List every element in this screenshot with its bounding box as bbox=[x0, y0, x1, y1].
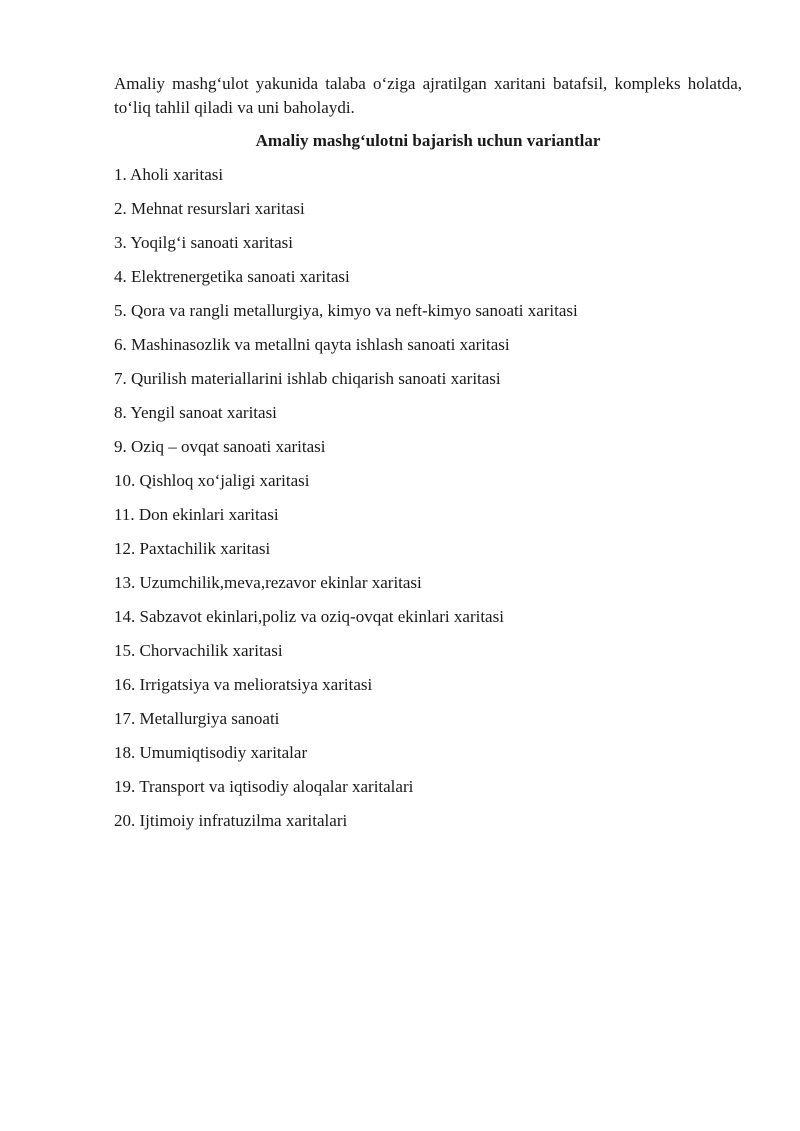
list-item: 1. Aholi xaritasi bbox=[114, 165, 224, 184]
section-heading: Amaliy mashg‘ulotni bajarish uchun variantlar bbox=[255, 131, 601, 150]
list-item: 11. Don ekinlari xaritasi bbox=[114, 505, 279, 524]
list-item: 20. Ijtimoiy infratuzilma xaritalari bbox=[114, 811, 348, 830]
list-item: 18. Umumiqtisodiy xaritalar bbox=[114, 743, 308, 762]
list-item: 10. Qishloq xo‘jaligi xaritasi bbox=[114, 471, 310, 490]
list-item: 8. Yengil sanoat xaritasi bbox=[114, 403, 277, 422]
list-item: 19. Transport va iqtisodiy aloqalar xaritalari bbox=[114, 777, 414, 796]
variant-list bbox=[114, 163, 742, 843]
list-item: 6. Mashinasozlik va metallni qayta ishlash sanoati xaritasi bbox=[114, 335, 510, 354]
list-item: 16. Irrigatsiya va melioratsiya xaritasi bbox=[114, 675, 373, 694]
list-item: 3. Yoqilg‘i sanoati xaritasi bbox=[114, 233, 293, 252]
list-item: 12. Paxtachilik xaritasi bbox=[114, 539, 271, 558]
list-item: 7. Qurilish materiallarini ishlab chiqarish sanoati xaritasi bbox=[114, 369, 501, 388]
intro-paragraph: Amaliy mashg‘ulot yakunida talaba o‘ziga ajratilgan xaritani batafsil, kompleks holatda, to‘liq tahlil qiladi va uni baholaydi. bbox=[114, 74, 742, 117]
list-item: 13. Uzumchilik,meva,rezavor ekinlar xaritasi bbox=[114, 573, 422, 592]
list-item: 5. Qora va rangli metallurgiya, kimyo va neft-kimyo sanoati xaritasi bbox=[114, 301, 578, 320]
document-page bbox=[114, 72, 742, 843]
list-item: 9. Oziq – ovqat sanoati xaritasi bbox=[114, 437, 326, 456]
list-item: 4. Elektrenergetika sanoati xaritasi bbox=[114, 267, 350, 286]
list-item: 17. Metallurgiya sanoati bbox=[114, 709, 280, 728]
list-item: 2. Mehnat resurslari xaritasi bbox=[114, 199, 305, 218]
list-item: 14. Sabzavot ekinlari,poliz va oziq-ovqat ekinlari xaritasi bbox=[114, 607, 504, 626]
list-item: 15. Chorvachilik xaritasi bbox=[114, 641, 283, 660]
